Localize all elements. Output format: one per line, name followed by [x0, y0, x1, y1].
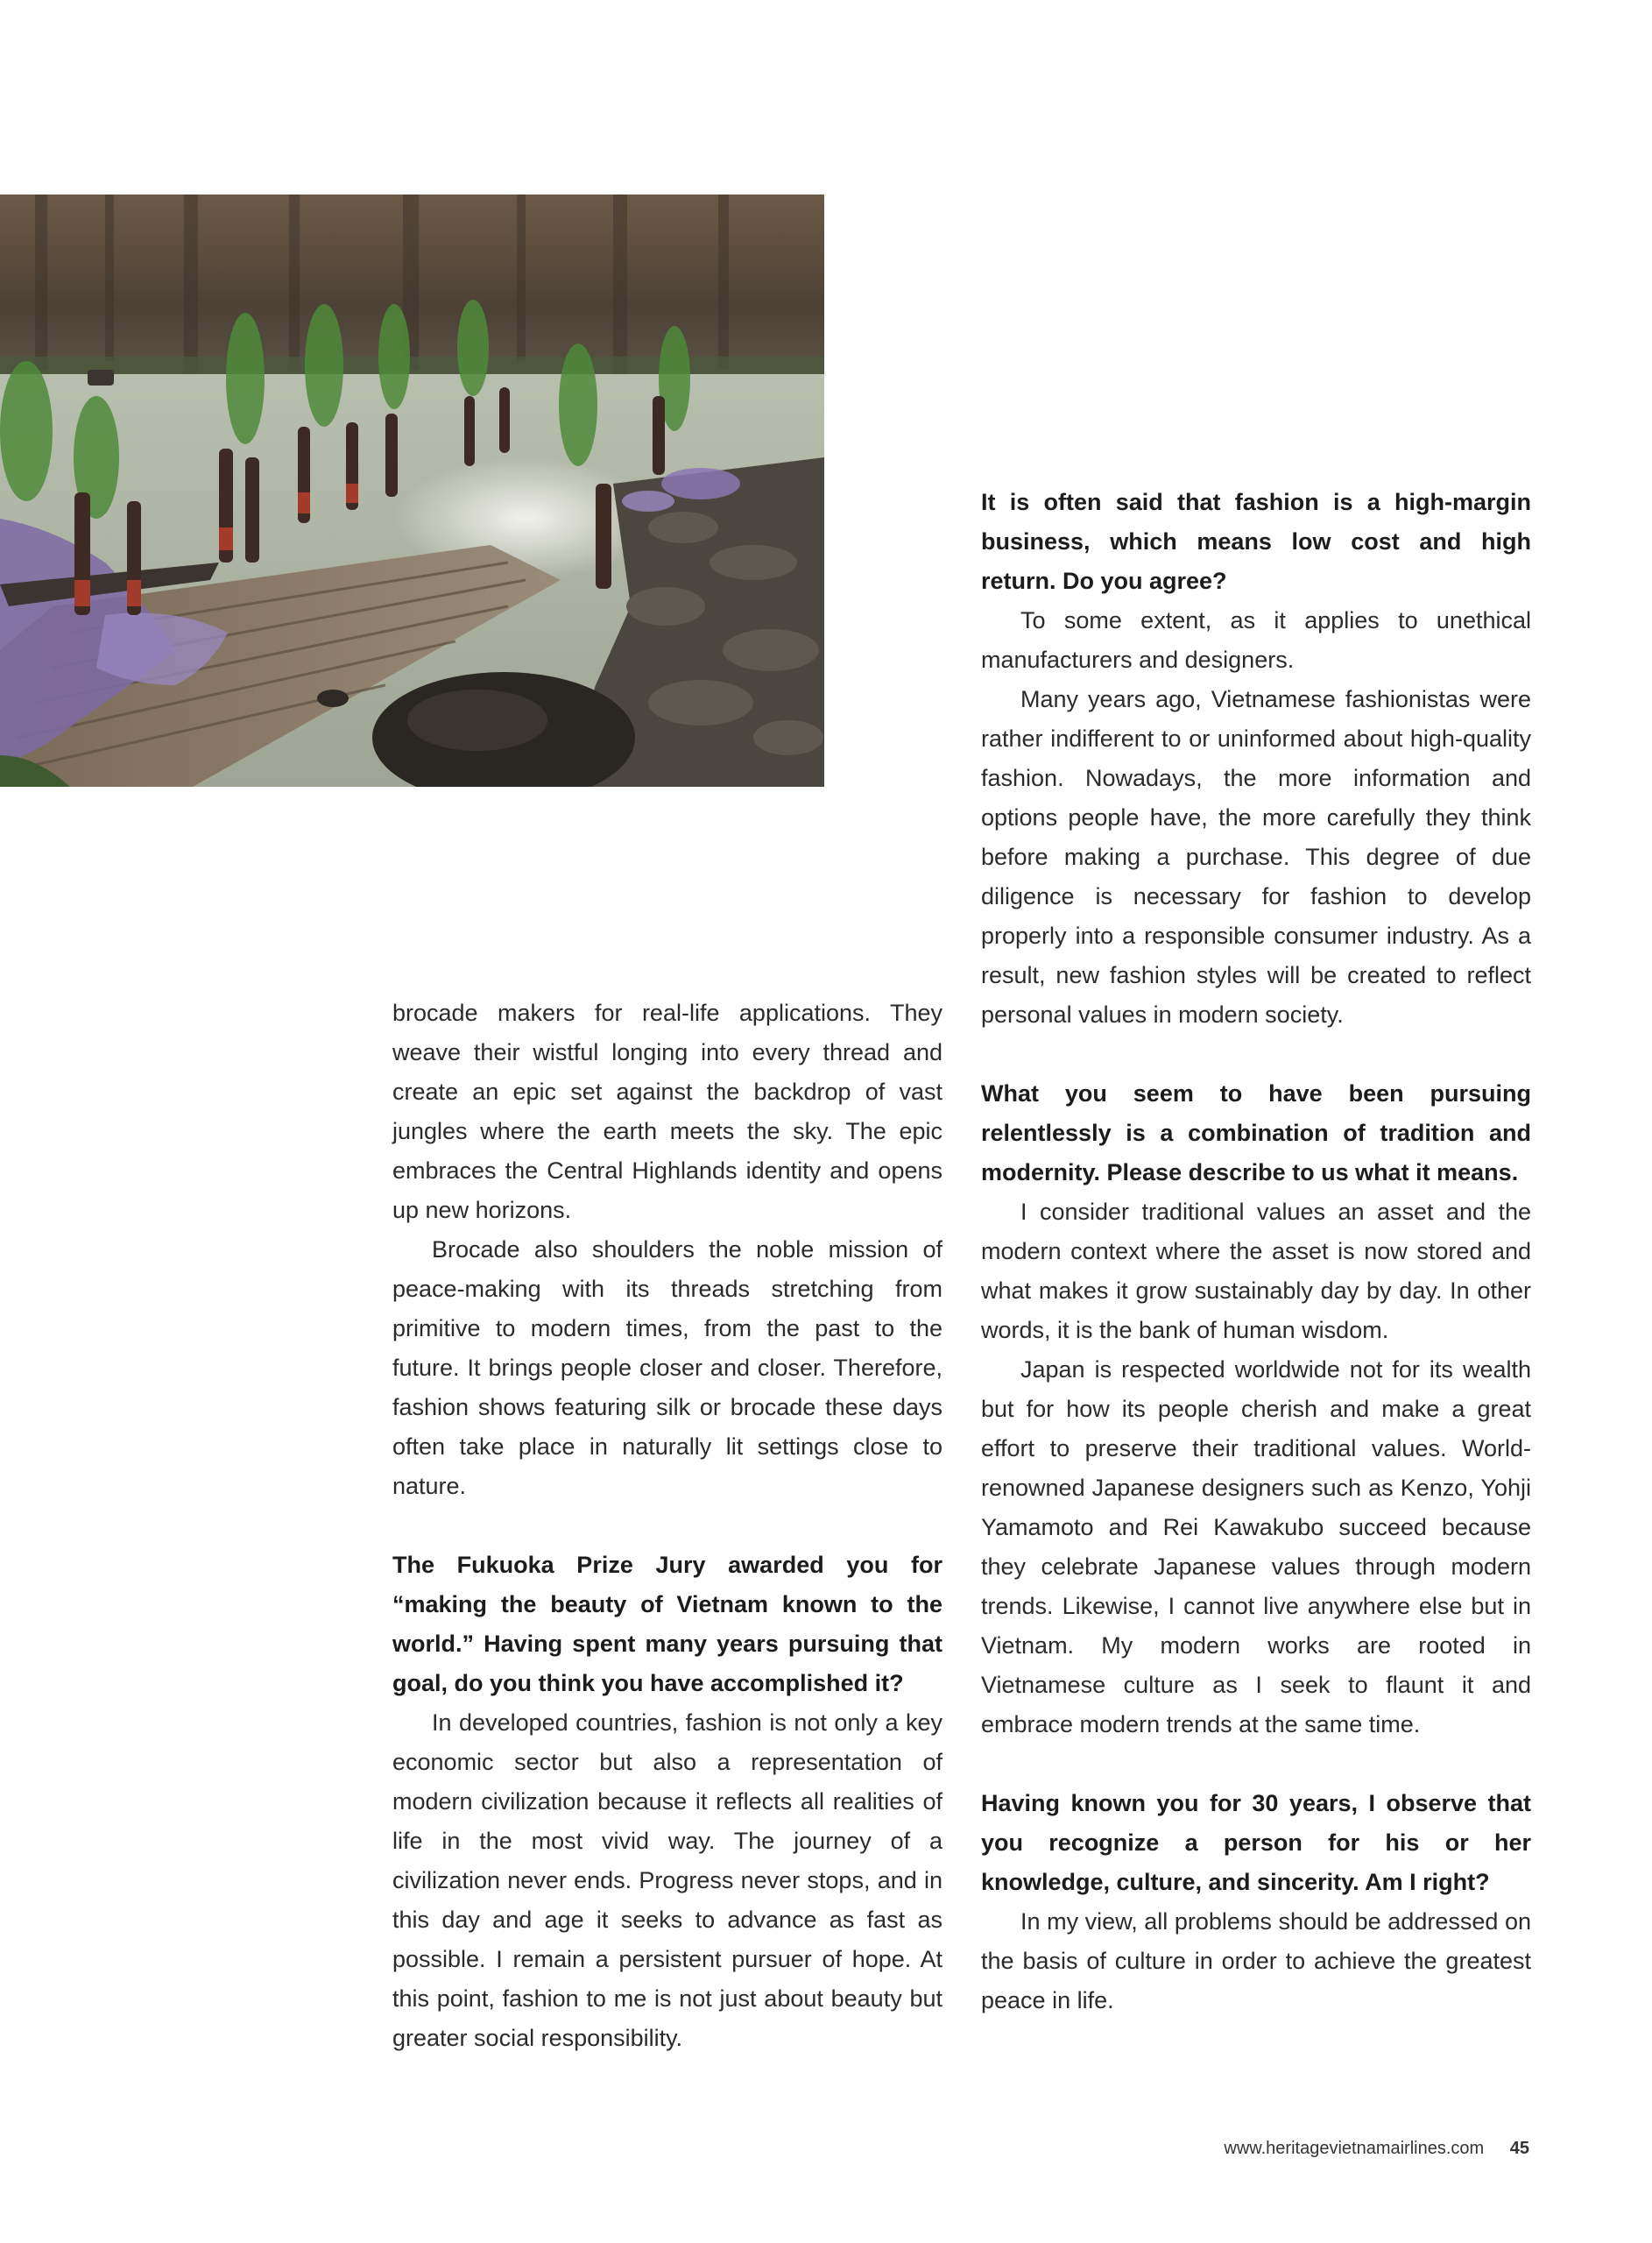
interview-answer-paragraph: To some extent, as it applies to unethical manufacturers and designers.: [981, 607, 1531, 673]
article-left-column: [392, 994, 942, 2058]
interview-question: The Fukuoka Prize Jury awarded you for “making the beauty of Vietnam known to the world.” Having spent many years pursuing that goal, do you think you have accomplished it?: [392, 1552, 942, 1696]
article-right-column: [981, 483, 1531, 2020]
website-url[interactable]: www.heritagevietnamairlines.com: [1224, 2139, 1485, 2158]
interview-question: What you seem to have been pursuing relentlessly is a combination of tradition and modernity. Please describe to us what it means.: [981, 1080, 1531, 1185]
paragraph-gap: [392, 1506, 942, 1546]
interview-answer-paragraph: In my view, all problems should be addressed on the basis of culture in order to achieve the greatest peace in life.: [981, 1908, 1531, 2013]
interview-answer-paragraph: Many years ago, Vietnamese fashionistas were rather indifferent to or uninformed about high-quality fashion. Nowadays, the more information and options people have, the more carefully they think before making a purchase. This degree of due diligence is necessary for fashion to develop properly into a responsible consumer industry. As a result, new fashion styles will be created to reflect personal values in modern society.: [981, 686, 1531, 1028]
paragraph-gap: [981, 1035, 1531, 1074]
interview-answer-paragraph: Japan is respected worldwide not for its wealth but for how its people cherish and make a great effort to preserve their traditional values. World-renowned Japanese designers such as Kenzo, Yohji Yamamoto and Rei Kawakubo succeed because they celebrate Japanese values through modern trends. Likewise, I cannot live anywhere else but in Vietnam. My modern works are rooted in Vietnamese culture as I seek to flaunt it and embrace modern trends at the same time.: [981, 1356, 1531, 1737]
interview-answer-paragraph: brocade makers for real-life applications. They weave their wistful longing into every thread and create an epic set against the backdrop of vast jungles where the earth meets the sky. The epic embraces the Central Highlands identity and opens up new horizons.: [392, 1000, 942, 1223]
interview-question: Having known you for 30 years, I observe that you recognize a person for his or her knowledge, culture, and sincerity. Am I right?: [981, 1790, 1531, 1895]
interview-answer-paragraph: In developed countries, fashion is not only a key economic sector but also a representation of modern civilization because it reflects all realities of life in the most vivid way. The journey of a civilization never ends. Progress never stops, and in this day and age it seeks to advance as fast as possible. I remain a persistent pursuer of hope. At this point, fashion to me is not just about beauty but greater social responsibility.: [392, 1709, 942, 2051]
waterfall-runway-image: [0, 195, 824, 787]
paragraph-gap: [981, 1744, 1531, 1784]
interview-answer-paragraph: Brocade also shoulders the noble mission of peace-making with its threads stretching from primitive to modern times, from the past to the future. It brings people closer and closer. Therefore, fashion shows featuring silk or brocade these days often take place in naturally lit settings close to nature.: [392, 1236, 942, 1499]
page-footer: [1224, 2139, 1529, 2159]
page-number: 45: [1509, 2139, 1529, 2158]
interview-answer-paragraph: I consider traditional values an asset and the modern context where the asset is now stored and what makes it grow sustainably day by day. In other words, it is the bank of human wisdom.: [981, 1199, 1531, 1343]
fashion-show-photo: [0, 195, 824, 787]
interview-question: It is often said that fashion is a high-margin business, which means low cost and high return. Do you agree?: [981, 489, 1531, 594]
